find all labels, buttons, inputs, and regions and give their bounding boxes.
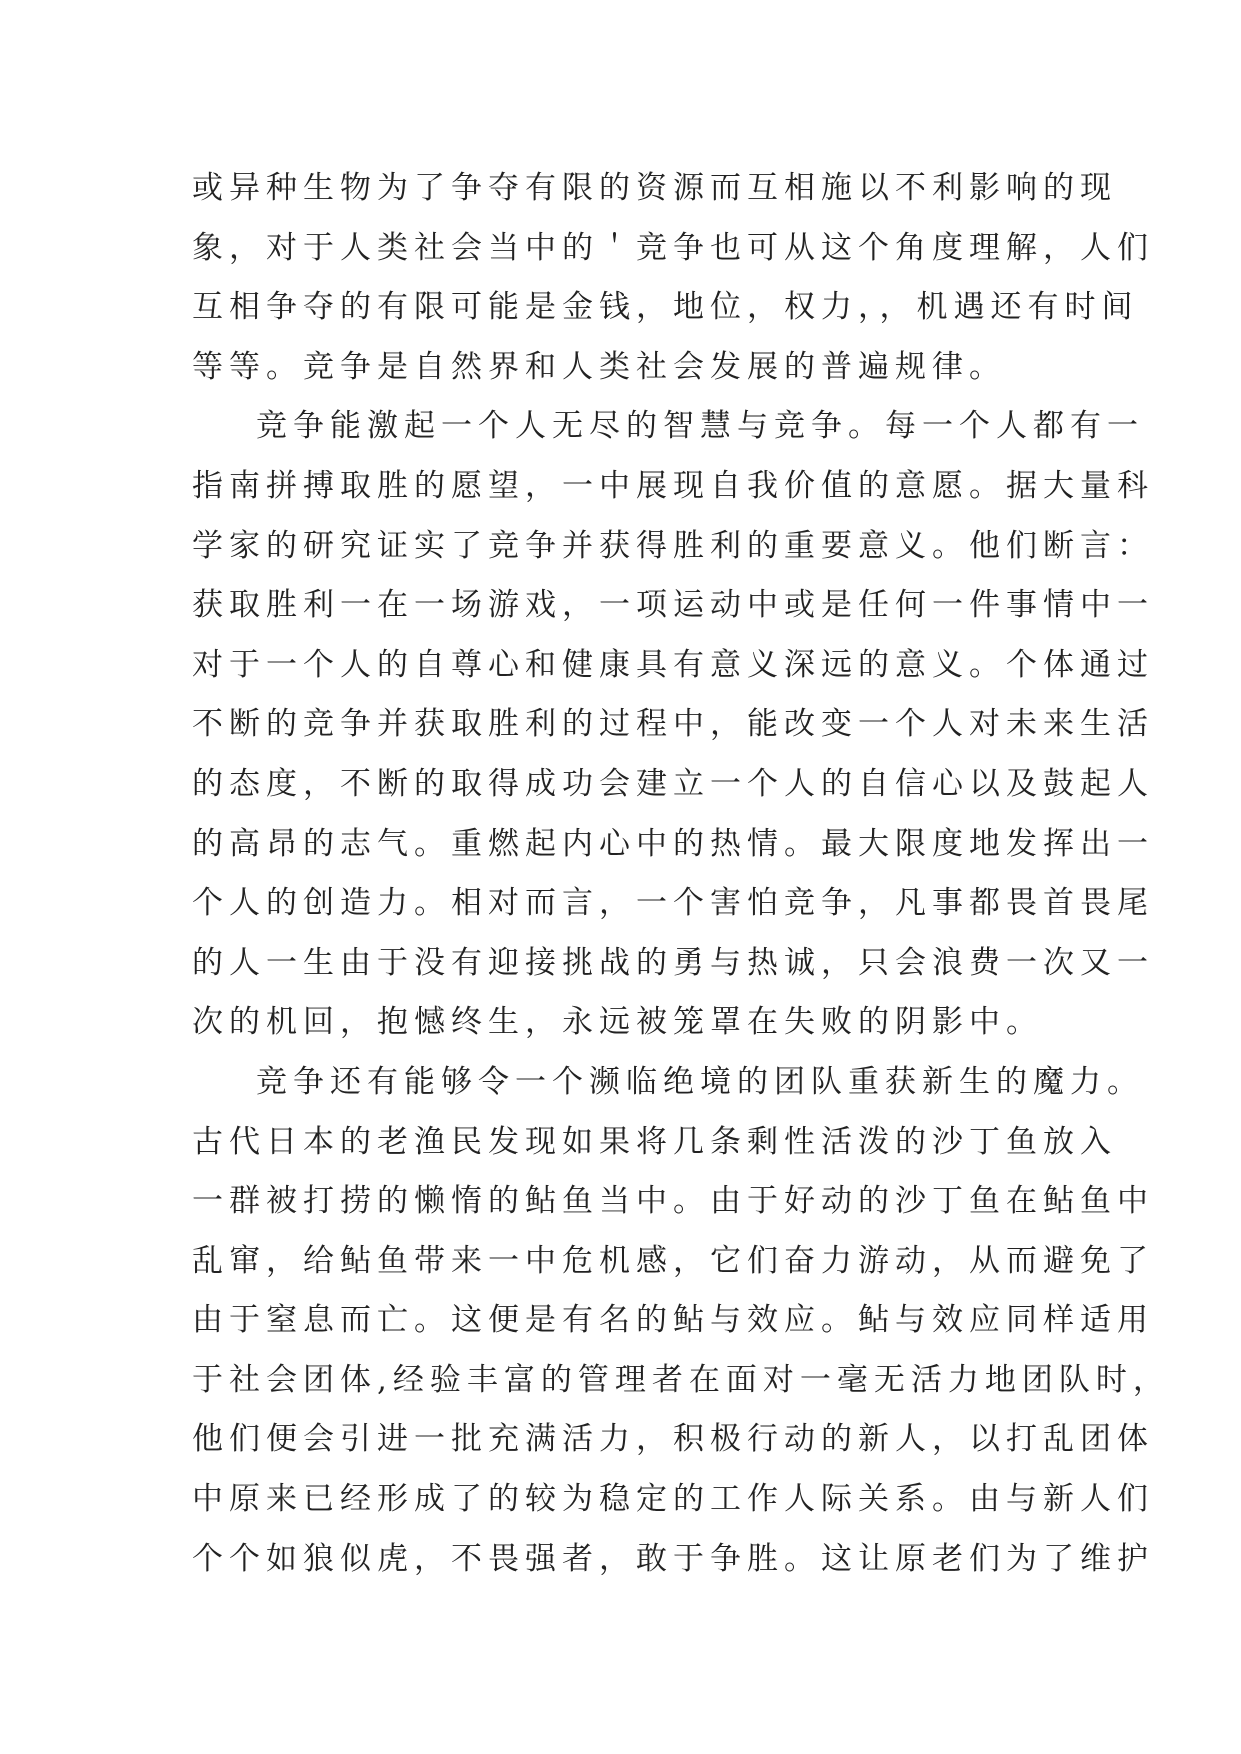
text-line: 互相争夺的有限可能是金钱，地位，权力，，机遇还有时间 xyxy=(192,289,1139,326)
text-line: 个个如狼似虎，不畏强者，敢于争胜。这让原老们为了维护 xyxy=(192,1540,1154,1577)
text-line: 指南拼搏取胜的愿望，一中展现自我价值的意愿。据大量科 xyxy=(192,467,1154,504)
text-line: 古代日本的老渔民发现如果将几条剩性活泼的沙丁鱼放入 xyxy=(192,1123,1117,1160)
text-line: 等等。竞争是自然界和人类社会发展的普遍规律。 xyxy=(192,348,1006,385)
text-line: 的人一生由于没有迎接挑战的勇与热诚，只会浪费一次又一 xyxy=(192,944,1154,981)
text-line: 象，对于人类社会当中的＇竞争也可从这个角度理解，人们 xyxy=(192,229,1154,266)
text-line: 乱窜，给鲇鱼带来一中危机感，它们奋力游动，从而避免了 xyxy=(192,1242,1154,1279)
text-line: 的高昂的志气。重燃起内心中的热情。最大限度地发挥出一 xyxy=(192,825,1154,862)
text-line: 由于窒息而亡。这便是有名的鲇与效应。鲇与效应同样适用 xyxy=(192,1302,1154,1339)
body-text xyxy=(192,159,1170,1589)
text-line: 对于一个人的自尊心和健康具有意义深远的意义。个体通过 xyxy=(192,646,1154,683)
text-line: 不断的竞争并获取胜利的过程中，能改变一个人对未来生活 xyxy=(192,706,1154,743)
text-line: 中原来已经形成了的较为稳定的工作人际关系。由与新人们 xyxy=(192,1481,1154,1518)
text-line: 次的机回，抱憾终生，永远被笼罩在失败的阴影中。 xyxy=(192,1004,1043,1041)
paragraph-first-line: 竞争还有能够令一个濒临绝境的团队重获新生的魔力。 xyxy=(256,1063,1144,1100)
text-line: 他们便会引进一批充满活力，积极行动的新人，以打乱团体 xyxy=(192,1421,1154,1458)
text-line: 的态度，不断的取得成功会建立一个人的自信心以及鼓起人 xyxy=(192,765,1154,802)
text-line: 或异种生物为了争夺有限的资源而互相施以不利影响的现 xyxy=(192,170,1117,206)
text-line: 个人的创造力。相对而言，一个害怕竞争，凡事都畏首畏尾 xyxy=(192,885,1154,922)
text-line: 一群被打捞的懒惰的鲇鱼当中。由于好动的沙丁鱼在鲇鱼中 xyxy=(192,1183,1154,1220)
text-line: 获取胜利一在一场游戏，一项运动中或是任何一件事情中一 xyxy=(192,587,1154,624)
text-line: 学家的研究证实了竞争并获得胜利的重要意义。他们断言： xyxy=(192,527,1154,564)
paragraph-first-line: 竞争能激起一个人无尽的智慧与竞争。每一个人都有一 xyxy=(256,408,1144,445)
text-line: 于社会团体,经验丰富的管理者在面对一毫无活力地团队时， xyxy=(192,1361,1170,1398)
